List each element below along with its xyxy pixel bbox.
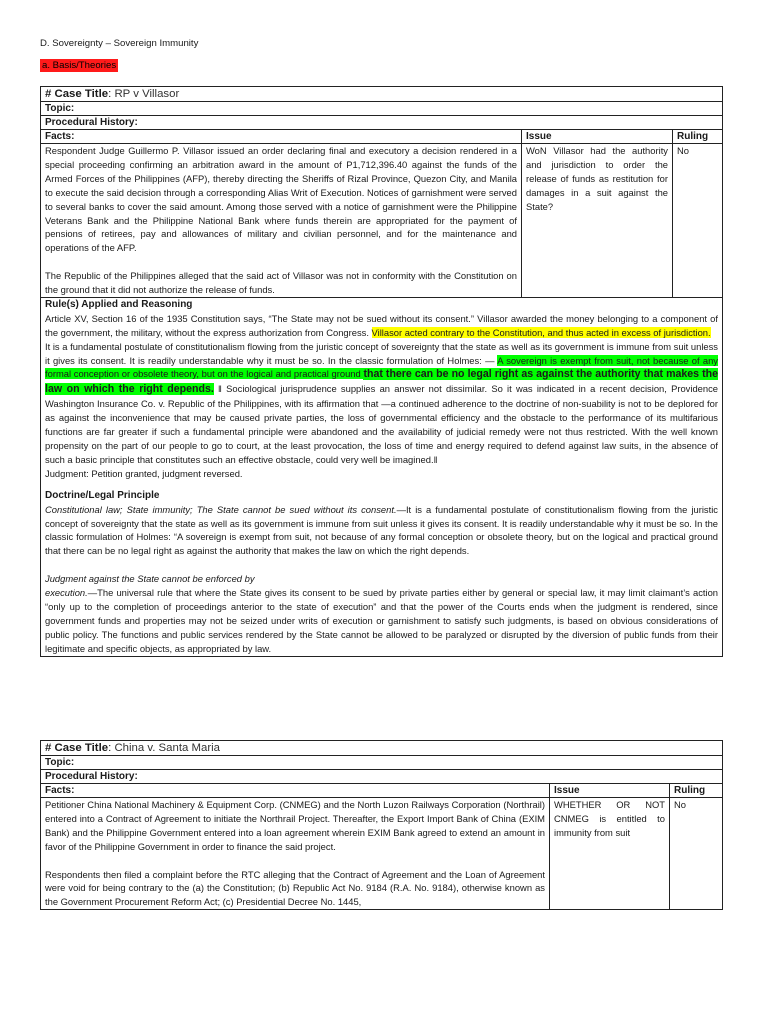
highlighted-text: Villasor acted contrary to the Constitution, and thus acted in excess of jurisdiction.: [371, 326, 711, 338]
case-title-label: # Case Title: [45, 88, 109, 100]
highlighted-text: A sovereign is exempt from suit, not because of any formal conception or obsolete theory, but on the logical and practical ground: [45, 354, 718, 380]
facts-label: Facts:: [41, 130, 522, 144]
issue-label: Issue: [550, 784, 670, 798]
issue-cell: WoN Villasor had the authority and jurisdiction to order the release of funds as restitution for damages in a suit against the State?: [522, 144, 673, 298]
facts-label: Facts:: [41, 784, 550, 798]
doctrine-subheading: [45, 572, 718, 586]
ruling-label: Ruling: [673, 130, 723, 144]
reasoning-paragraph: [45, 312, 718, 340]
ruling-cell: No: [670, 798, 723, 910]
case-title: China v. Santa Maria: [114, 742, 220, 754]
heading-sovereignty: D. Sovereignty – Sovereign Immunity: [40, 38, 199, 49]
facts-paragraph: The Republic of the Philippines alleged that the said act of Villasor was not in conformity with the Constitution on the ground that it did not authorize the release of funds.: [45, 270, 517, 296]
case-table-2: [40, 740, 723, 910]
case-table-1: [40, 86, 723, 657]
doctrine-heading: Doctrine/Legal Principle: [45, 489, 160, 501]
case-title-row: # Case Title: China v. Santa Maria: [41, 741, 723, 756]
doctrine-paragraph: [45, 503, 718, 559]
reasoning-paragraph: [45, 340, 718, 467]
case-title: RP v Villasor: [114, 88, 180, 100]
topic-label: Topic:: [41, 756, 723, 770]
ruling-cell: No: [673, 144, 723, 298]
facts-cell: [41, 798, 550, 910]
topic-label: Topic:: [41, 102, 723, 116]
doctrine-paragraph: [45, 586, 718, 656]
issue-cell: WHETHER OR NOT CNMEG is entitled to immunity from suit: [550, 798, 670, 910]
reasoning-text: It is a fundamental postulate of constitutionalism flowing from the juristic concept of sovereignty that the state as well as its government is immune from suit unless it gives its consent. It is readily understandable why it must be so. In the classic formulation of Holmes: —: [45, 340, 718, 366]
case-title-row: # Case Title: RP v Villasor: [41, 87, 723, 102]
highlighted-bold-text: that there can be no legal right as against the authority that makes the law on which the right depends.: [45, 368, 718, 396]
doctrine-text: —The universal rule that where the State gives its consent to be sued by private parties either by general or special law, it may limit claimant’s action “only up to the completion of proceedings anterior to the state of execution” and that the power of the Courts ends when the judgment is rendered, since government funds and properties may not be seized under writs of execution or garnishment to satisfy such judgments, is based on obvious considerations of public policy. The functions and public services rendered by the State cannot be allowed to be paralyzed or disrupted by the diversion of public funds from their legitimate and specific objects, as appropriated by law.: [45, 587, 718, 654]
doctrine-italic: execution.: [45, 587, 88, 599]
judgment-text: Judgment: Petition granted, judgment reversed.: [45, 467, 243, 479]
section-tag: a. Basis/Theories: [42, 60, 117, 71]
procedural-history-label: Procedural History:: [41, 116, 723, 130]
facts-paragraph: Respondents then filed a complaint before the RTC alleging that the Contract of Agreement and the Loan of Agreement were void for being contrary to the (a) the Constitution; (b) Republic Act No. 9184 (R.A. No. 9184), otherwise known as the Government Procurement Reform Act; (c) Presidential Decree No. 1445,: [45, 868, 545, 908]
case-title-label: # Case Title: [45, 742, 109, 754]
facts-paragraph: Petitioner China National Machinery & Equipment Corp. (CNMEG) and the North Luzon Railways Corporation (Northrail) entered into a Contract of Agreement to initiate the Northrail Project. Thereafter, the Export Import Bank of China (EXIM Bank) and the Philippine Government entered into a loan agreement wherein EXIM Bank agreed to extend an amount in favor of the Philippine Government in order to finance the said project.: [45, 799, 545, 852]
facts-paragraph: Respondent Judge Guillermo P. Villasor issued an order declaring final and executory a decision rendered in a special proceeding confirming an arbitration award in the amount of P1,712,396.40 against the funds of the Armed Forces of the Philippines (AFP), thereby directing the Sheriffs of Rizal Province, Quezon City, and Manila to execute the said decision through a corresponding Alias Writ of Execution. Notices of garnishment were served to several banks to cover the said amount. Among those served with a notice of garnishment were the Philippine Veterans Bank and the Philippine National Bank where funds therein are appropriated for the payment of pensions of retirees, pay and allowances of military and civilian personnel, and for the maintenance and operations of the AFP.: [45, 145, 517, 254]
issue-label: Issue: [522, 130, 673, 144]
reasoning-text: Article XV, Section 16 of the 1935 Constitution says, “The State may not be sued without its consent.” Villasor awarded the money belonging to a component of the government, the military, without the express authorization from Congress.: [45, 312, 718, 338]
reasoning-cell: [41, 297, 723, 656]
rules-heading: Rule(s) Applied and Reasoning: [45, 298, 193, 310]
doctrine-text: —It is a fundamental postulate of constitutionalism flowing from the juristic concept of sovereignty that the state as well as its government is immune from suit unless it gives its consent. It is readily understandable why it must be so. In the classic formulation of Holmes: “A sovereign is exempt from suit, not because of any formal conception or obsolete theory, but on the logical and practical ground that there can be no legal right as against the authority that makes the law on which the right depends.: [45, 503, 718, 557]
facts-cell: [41, 144, 522, 298]
reasoning-text: ‖ Sociological jurisprudence supplies an answer not dissimilar. So it was indicated in a recent decision, Providence Washington Insurance Co. v. Republic of the Philippines, with its affirmation that —a continued adherence to the doctrine of non-suability is not to be deplored for as against the inconvenience that may be caused private parties, the loss of governmental efficiency and the obstacle to the performance of its multifarious functions are far greater if such a fundamental principle were abandoned and the availability of judicial remedy were not thus restricted. With the well known propensity on the part of our people to go to court, at the least provocation, the loss of time and energy required to defend against law suits, in the absence of such a basic principle that constitutes such an effective obstacle, could very well be imagined.‖: [45, 383, 718, 465]
doctrine-italic: Judgment against the State cannot be enforced by: [45, 573, 255, 585]
doctrine-italic: Constitutional law; State immunity; The State cannot be sued without its consent.: [45, 503, 397, 515]
procedural-history-label: Procedural History:: [41, 770, 723, 784]
ruling-label: Ruling: [670, 784, 723, 798]
